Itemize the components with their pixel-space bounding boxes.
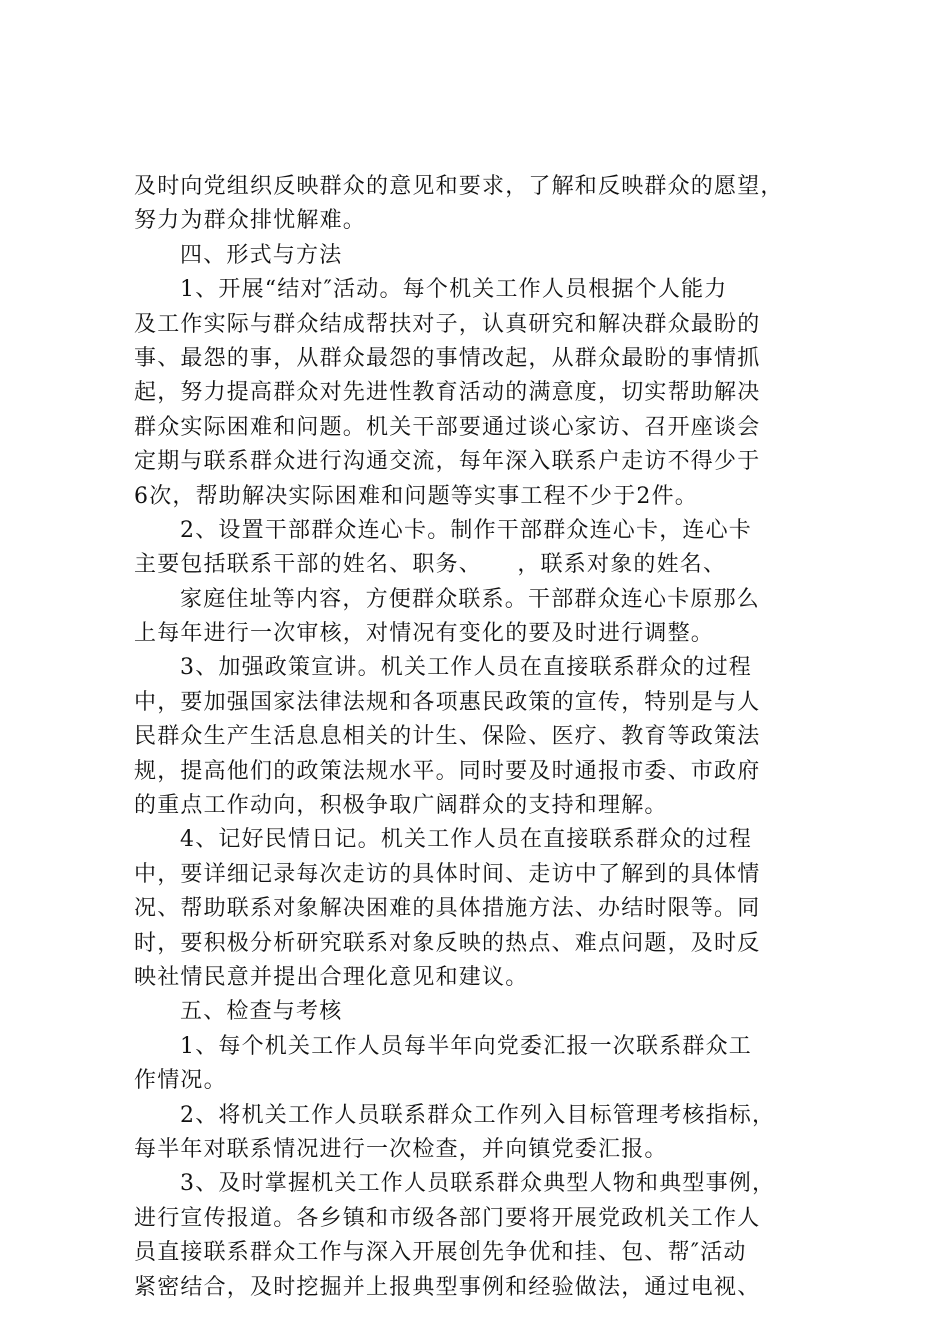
paragraph-start: 2、将机关工作人员联系群众工作列入目标管理考核指标， (180, 1102, 776, 1128)
text-line: 作情况。 (134, 1068, 227, 1094)
text-line: 中，要详细记录每次走访的具体时间、走访中了解到的具体情 (134, 861, 761, 887)
text-line: 每半年对联系情况进行一次检查，并向镇党委汇报。 (134, 1136, 668, 1162)
paragraph-start: 2、设置干部群众连心卡。制作干部群众连心卡，连心卡 (180, 517, 752, 543)
paragraph-start: 3、加强政策宣讲。机关工作人员在直接联系群众的过程 (180, 655, 752, 681)
text-line: 员直接联系群众工作与深入开展创先争优和挂、包、帮″活动 (134, 1240, 747, 1266)
paragraph-start: 1、每个机关工作人员每半年向党委汇报一次联系群众工 (180, 1033, 752, 1059)
text-line: 群众实际困难和问题。机关干部要通过谈心家访、召开座谈会 (134, 414, 761, 440)
text-line: 进行宣传报道。各乡镇和市级各部门要将开展党政机关工作人 (134, 1205, 761, 1231)
text-line: 中，要加强国家法律法规和各项惠民政策的宣传，特别是与人 (134, 689, 761, 715)
paragraph-start: 3、及时掌握机关工作人员联系群众典型人物和典型事例， (180, 1171, 776, 1197)
text-line: 事、最怨的事，从群众最怨的事情改起，从群众最盼的事情抓 (134, 345, 761, 371)
text-line: 的重点工作动向，积极争取广阔群众的支持和理解。 (134, 793, 668, 819)
text-line: 起，努力提高群众对先进性教育活动的满意度，切实帮助解决 (134, 380, 761, 406)
paragraph-start: 1、开展“结对″活动。每个机关工作人员根据个人能力 (180, 277, 728, 303)
text-line: 民群众生产生活息息相关的计生、保险、医疗、教育等政策法 (134, 724, 761, 750)
text-line: 映社情民意并提出合理化意见和建议。 (134, 964, 529, 990)
text-line: 上每年进行一次审核，对情况有变化的要及时进行调整。 (134, 621, 715, 647)
text-line: 规，提高他们的政策法规水平。同时要及时通报市委、市政府 (134, 758, 761, 784)
text-line: 家庭住址等内容，方便群众联系。干部群众连心卡原那么 (180, 586, 761, 612)
text-line: 及工作实际与群众结成帮扶对子，认真研究和解决群众最盼的 (134, 311, 761, 337)
document-body (134, 170, 824, 1305)
text-line: 努力为群众排忧解难。 (134, 208, 367, 234)
section-heading: 四、形式与方法 (180, 242, 343, 268)
text-line: 6次，帮助解决实际困难和问题等实事工程不少于2件。 (134, 483, 698, 509)
text-line: 时，要积极分析研究联系对象反映的热点、难点问题，及时反 (134, 930, 761, 956)
text-line: 定期与联系群众进行沟通交流，每年深入联系户走访不得少于 (134, 449, 761, 475)
section-heading: 五、检查与考核 (180, 999, 343, 1025)
text-line: 主要包括联系干部的姓名、职务、 ，联系对象的姓名、 (134, 552, 727, 578)
text-line: 及时向党组织反映群众的意见和要求，了解和反映群众的愿望， (134, 174, 784, 199)
text-line: 况、帮助联系对象解决困难的具体措施方法、办结时限等。同 (134, 896, 761, 922)
paragraph-start: 4、记好民情日记。机关工作人员在直接联系群众的过程 (180, 827, 752, 853)
text-line: 紧密结合，及时挖掘并上报典型事例和经验做法，通过电视、 (134, 1274, 761, 1300)
